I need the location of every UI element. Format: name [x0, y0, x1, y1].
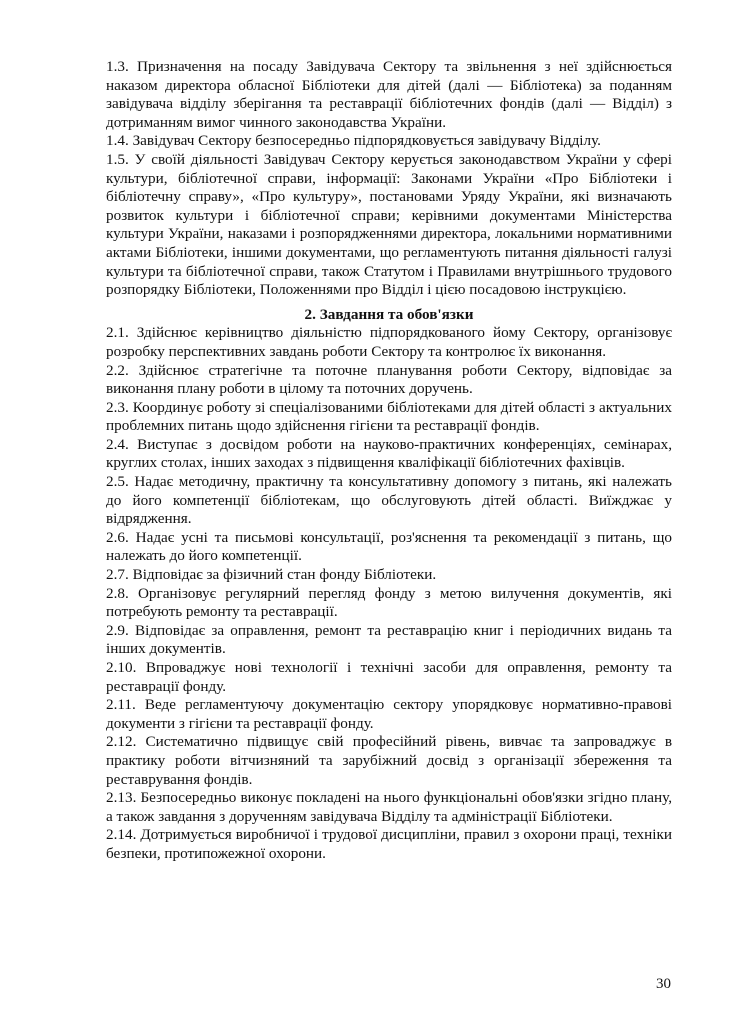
section-heading: 2. Завдання та обов'язки [304, 305, 474, 323]
paragraph-2-11: 2.11. Веде регламентуючу документацію сектору упорядковує нормативно-правові документи з гігієни та реставрації фонду. [106, 696, 672, 732]
paragraph-2-12: 2.12. Систематично підвищує свій професійний рівень, вивчає та запроваджує в практику роботи вітчизняний та зарубіжний досвід з організації збереження та реставрування фондів. [106, 733, 672, 788]
paragraph-2-9: 2.9. Відповідає за оправлення, ремонт та реставрацію книг і періодичних видань та інших документів. [106, 621, 672, 658]
paragraph-2-13: 2.13. Безпосередньо виконує покладені на нього функціональні обов'язки згідно плану, а також завдання з дорученням завідувача Відділу та адміністрації Бібліотеки. [106, 789, 672, 825]
document-page [106, 58, 672, 864]
page-number: 30 [656, 976, 671, 992]
paragraph-2-1: 2.1. Здійснює керівництво діяльністю підпорядкованого йому Сектору, організовує розробку перспективних завдань роботи Сектору та контролює їх виконання. [106, 324, 672, 360]
paragraph-1-3: 1.3. Призначення на посаду Завідувача Сектору та звільнення з неї здійснюється наказом директора обласної Бібліотеки для дітей (далі — Бібліотека) за поданням завідувача відділу зберігання та реставрації бібліотечних фондів (далі — Відділ) з дотриманням вимог чинного законодавства України. [106, 58, 672, 131]
paragraph-1-4: 1.4. Завідувач Сектору безпосередньо підпорядковується завідувачу Відділу. [106, 132, 601, 150]
paragraph-2-14: 2.14. Дотримується виробничої і трудової дисципліни, правил з охорони праці, техніки безпеки, протипожежної охорони. [106, 826, 672, 862]
paragraph-2-6: 2.6. Надає усні та письмові консультації, роз'яснення та рекомендації з питань, що належать до його компетенції. [106, 528, 672, 565]
paragraph-2-5: 2.5. Надає методичну, практичну та консультативну допомогу з питань, які належать до його компетенції бібліотекам, що обслуговують дітей області. Виїжджає у відрядження. [106, 473, 672, 528]
paragraph-2-7: 2.7. Відповідає за фізичний стан фонду Бібліотеки. [106, 566, 437, 584]
paragraph-2-4: 2.4. Виступає з досвідом роботи на науково-практичних конференціях, семінарах, круглих столах, інших заходах з підвищення кваліфікації бібліотечних фахівців. [106, 435, 672, 472]
paragraph-2-10: 2.10. Впроваджує нові технології і технічні засоби для оправлення, ремонту та реставрації фонду. [106, 659, 672, 695]
paragraph-2-8: 2.8. Організовує регулярний перегляд фонду з метою вилучення документів, які потребують ремонту та реставрації. [106, 584, 672, 621]
paragraph-2-2: 2.2. Здійснює стратегічне та поточне планування роботи Сектору, відповідає за виконання плану роботи в цілому та поточних доручень. [106, 361, 672, 398]
paragraph-2-3: 2.3. Координує роботу зі спеціалізованими бібліотеками для дітей області з актуальних проблемних питань щодо здійснення гігієни та реставрації фондів. [106, 398, 672, 435]
paragraph-1-5: 1.5. У своїй діяльності Завідувач Сектору керується законодавством України у сфері культури, бібліотечної справи, інформації: Законами України «Про Бібліотеки і бібліотечну справу», «Про культуру», постановами Уряду України, які визначають розвиток культури і бібліотечної справи; керівними документами Міністерства культури України, наказами і розпорядженнями директора, локальними нормативними актами Бібліотеки, іншими документами, що регламентують питання діяльності галузі культури та бібліотечної справи, також Статутом і Правилами внутрішнього трудового розпорядку Бібліотеки, Положеннями про Відділ і цією посадовою інструкцією. [106, 150, 672, 299]
